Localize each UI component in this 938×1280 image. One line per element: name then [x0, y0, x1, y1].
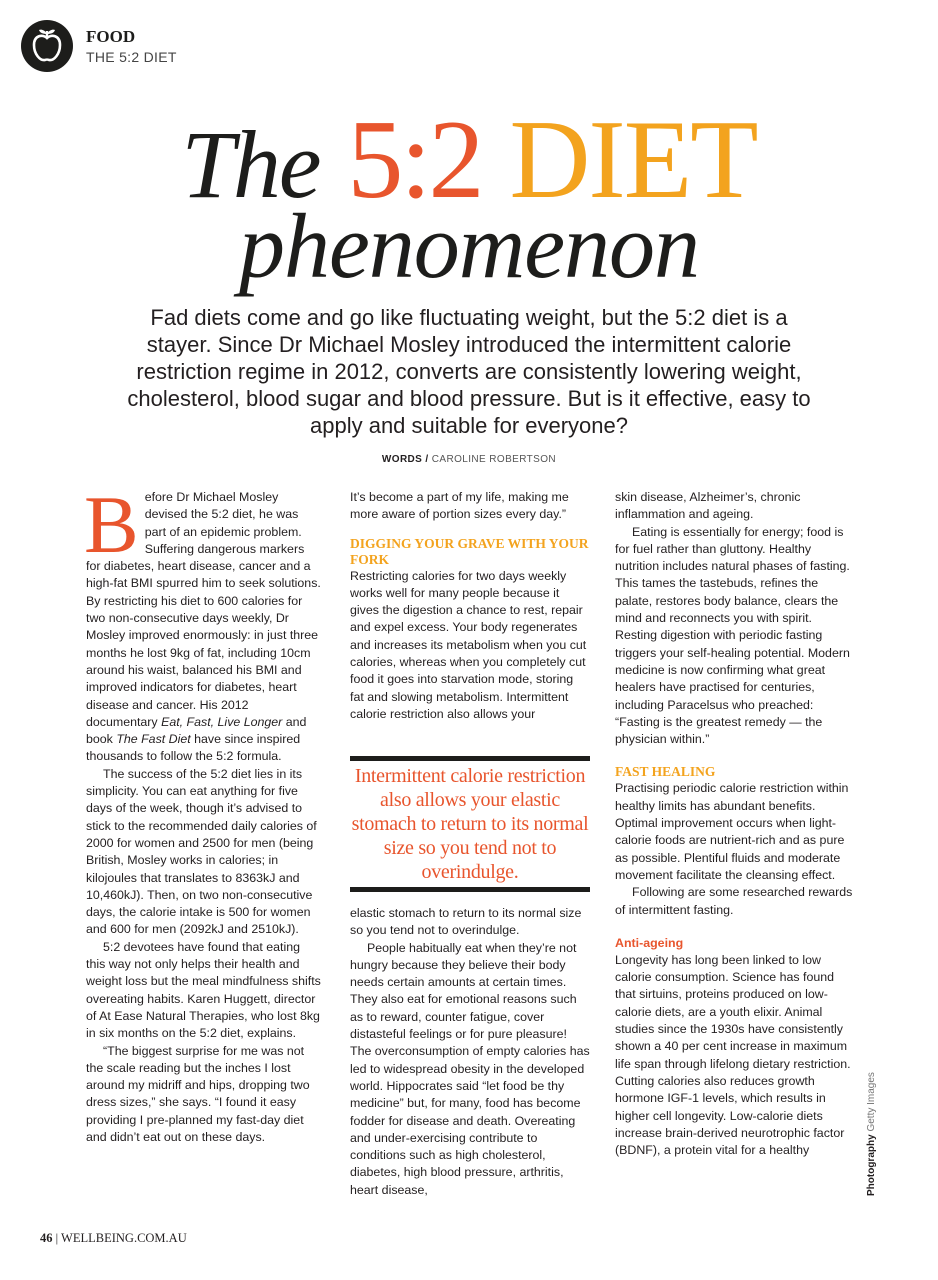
documentary-title: Eat, Fast, Live Longer: [161, 714, 283, 729]
paragraph: “The biggest surprise for me was not the scale reading but the inches I lost around my midriff and hips, dropping two dress sizes,” she says. “I found it easy providing I pre-planned my fast-day diet and didn’t eat out on these days.: [86, 1043, 310, 1144]
page-number: 46: [40, 1231, 53, 1245]
paragraph: Restricting calories for two days weekly works well for many people because it gives the digestion a chance to rest, repair and expel excess. Your body regenerates and increases its metabolism when you cut calories, whereas when you completely cut food it goes into starvation mode, storing fat and slowing metabolism. Intermittent calorie restriction also allows your: [350, 568, 587, 721]
column-2-top: [350, 489, 590, 723]
paragraph: People habitually eat when they’re not hungry because they believe their body needs certain amounts at certain times. They also eat for emotional reasons such as to reward, counter fatigue, cover distasteful feelings or for pure pleasure! The overconsumption of empty calories has led to widespread obesity in the developed world. Hippocrates said “let food be thy medicine” but, for many, food has become fodder for disease and death. Overeating and under-exercising contribute to conditions such as high cholesterol, diabetes, high blood pressure, arthritis, heart disease,: [350, 940, 590, 1197]
column-1: [84, 479, 322, 1146]
paragraph: Eating is essentially for energy; food is for fuel rather than gluttony. Healthy nutrition includes natural phases of fasting. This tames the tastebuds, refines the palate, restores body balance, clears the mind and reconnects you with spirit. Resting digestion with periodic fasting triggers your self-healing potential. Modern medicine is now confirming what great healers have practised for centuries, including Paracelsus who preached: “Fasting is the greatest remedy — the physician within.”: [615, 524, 850, 747]
section-subtitle: THE 5:2 DIET: [86, 49, 177, 65]
paragraph: [84, 479, 322, 766]
footer-site: WELLBEING.COM.AU: [61, 1231, 187, 1245]
page-footer: [40, 1231, 187, 1245]
paragraph: 5:2 devotees have found that eating this way not only helps their health and weight loss but the meal mindfulness shifts overeating habits. Karen Huggett, director of At Ease Natural Therapies, who lost 8kg in six months on the 5:2 diet, explains.: [86, 939, 321, 1041]
paragraph: Practising periodic calorie restriction within healthy limits has abundant benefits. Optimal improvement occurs when light-calorie foods are nutrient-rich and as pure as possible. Plentiful fluids and moderate movement facilitate the cleansing effect.: [615, 781, 849, 882]
section-badge: [21, 20, 73, 72]
standfirst: Fad diets come and go like fluctuating weight, but the 5:2 diet is a stayer. Since Dr Michael Mosley introduced the intermittent calorie restriction regime in 2012, converts are consistently lowering weight, cholesterol, blood sugar and blood pressure. But is it effective, easy to apply and suitable for everyone?: [127, 305, 811, 438]
headline-diet: DIET: [509, 98, 757, 222]
byline-label: WORDS /: [381, 454, 429, 465]
paragraph: Longevity has long been linked to low calorie consumption. Science has found that sirtuins, proteins produced on low-calorie diets, are a youth elixir. Animal studies since the 1930s have consistently shown a 40 per cent increase in maximum life span through lifelong dietary restriction. Cutting calories also reduces growth hormone IGF-1 levels, which results in higher cell longevity. Low-calorie diets increase brain-derived neurotrophic factor (BDNF), a protein vital for a healthy: [615, 952, 851, 1158]
pullquote-rule-top: [350, 756, 590, 761]
paragraph: It’s become a part of my life, making me more aware of portion sizes every day.”: [350, 490, 569, 522]
section-title: FOOD: [86, 27, 136, 46]
paragraph: The success of the 5:2 diet lies in its simplicity. You can eat anything for five days of the week, though it’s advised to stick to the recommended daily calories of 2000 for women and 2500 for men (being British, Mosley works in calories; in kilojoules that translates to 8363kJ and 10,460kJ). Then, on two non-consecutive days, the calorie intake is 500 for women and 600 for men (2092kJ and 2510kJ).: [86, 766, 317, 937]
footer-separator: |: [55, 1231, 59, 1245]
pullquote-rule-bottom: [350, 887, 590, 892]
paragraph: elastic stomach to return to its normal size so you tend not to overindulge.: [350, 906, 582, 938]
subheading: FAST HEALING: [615, 764, 716, 780]
headline-the: The: [181, 111, 320, 218]
paragraph: Following are some researched rewards of intermittent fasting.: [615, 885, 853, 917]
book-title: The Fast Diet: [116, 732, 191, 747]
paragraph-text: efore Dr Michael Mosley devised the 5:2 diet, he was part of an epidemic problem. Suffering dangerous markers for diabetes, heart disease, cancer and a high-fat BMI spurred him to seek solutions. By restricting his diet to 600 calories for two non-consecutive days weekly, Dr Mosley improved enormously: in just three months he lost 9kg of fat, including 10cm around his waist, balanced his BMI and improved indicators for diabetes, heart disease and cancer. His 2012 documentary: [86, 490, 321, 729]
photo-credit: [866, 1072, 878, 1196]
byline: [0, 454, 938, 466]
paragraph-text: have since inspired thousands to follow the 5:2 formula.: [86, 732, 301, 764]
headline-line-2: phenomenon: [238, 195, 700, 297]
drop-cap: B: [84, 479, 139, 570]
paragraph: skin disease, Alzheimer’s, chronic inflammation and ageing.: [615, 490, 801, 522]
column-3: [615, 489, 855, 1159]
credit-label: Photography: [866, 1134, 877, 1196]
apple-icon: [21, 20, 73, 72]
subheading: DIGGING YOUR GRAVE WITH YOUR FORK: [350, 535, 589, 567]
column-2-bottom: [350, 905, 590, 1199]
byline-author: CAROLINE ROBERTSON: [431, 454, 557, 465]
headline-5-2: 5:2: [347, 98, 482, 222]
subheading-small: Anti-ageing: [615, 935, 684, 950]
paragraph-text: and book: [86, 714, 307, 747]
pullquote: Intermittent calorie restriction also allows your elastic stomach to return to its normal size so you tend not to overindulge.: [351, 765, 589, 883]
credit-source: Getty Images: [866, 1072, 877, 1132]
